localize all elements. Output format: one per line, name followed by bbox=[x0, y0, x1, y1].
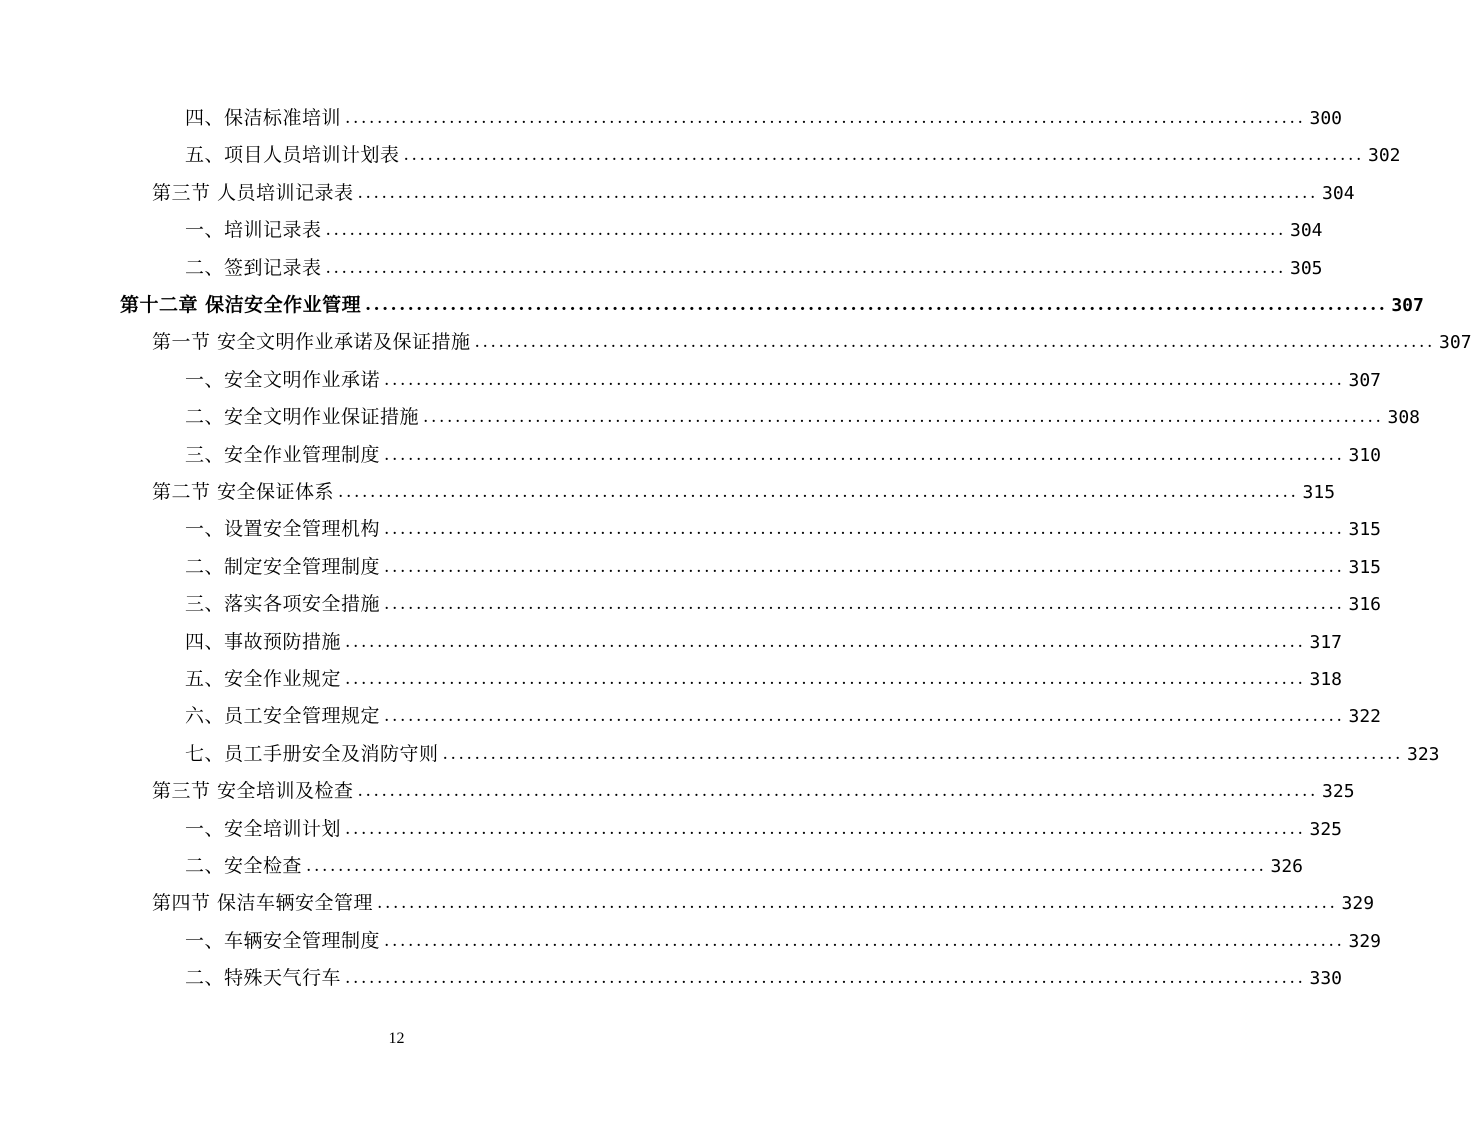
toc-entry-label: 二、安全文明作业保证措施 bbox=[185, 406, 420, 429]
toc-entry-page: 315 bbox=[1302, 482, 1336, 503]
toc-entry-page: 322 bbox=[1348, 706, 1381, 728]
toc-entry-label: 四、保洁标准培训 bbox=[185, 107, 342, 129]
toc-entry-label: 一、安全培训计划 bbox=[185, 817, 342, 840]
toc-leader-dots: ........................................................................................................................ bbox=[384, 930, 1345, 951]
toc-leader-dots: ........................................................................................................................ bbox=[338, 482, 1299, 502]
toc-entry-item[interactable] bbox=[185, 511, 1381, 548]
page-number: 12 bbox=[388, 1030, 405, 1047]
toc-entry-label: 第一节 安全文明作业承诺及保证措施 bbox=[152, 331, 471, 354]
toc-leader-dots: ........................................................................................................................ bbox=[384, 519, 1345, 540]
toc-entry-item[interactable] bbox=[185, 698, 1381, 735]
toc-entry-page: 304 bbox=[1322, 182, 1355, 204]
toc-entry-label: 二、安全检查 bbox=[185, 855, 303, 877]
toc-entry-label: 第四节 保洁车辆安全管理 bbox=[152, 892, 374, 915]
toc-leader-dots: ........................................................................................................................ bbox=[306, 856, 1267, 876]
toc-entry-item[interactable] bbox=[185, 848, 1303, 885]
toc-entry-page: 300 bbox=[1309, 108, 1342, 129]
toc-entry-page: 317 bbox=[1309, 631, 1342, 653]
toc-entry-label: 二、签到记录表 bbox=[185, 256, 322, 279]
toc-entry-label: 五、安全作业规定 bbox=[185, 668, 342, 690]
toc-entry-label: 四、事故预防措施 bbox=[185, 630, 342, 653]
toc-entry-label: 一、车辆安全管理制度 bbox=[185, 929, 381, 952]
toc-leader-dots: ........................................................................................................................ bbox=[345, 631, 1306, 652]
toc-entry-page: 302 bbox=[1367, 145, 1401, 167]
table-of-contents bbox=[0, 100, 1472, 1000]
toc-entry-item[interactable] bbox=[185, 811, 1342, 848]
toc-leader-dots: ........................................................................................................................ bbox=[357, 182, 1319, 203]
toc-entry-label: 一、安全文明作业承诺 bbox=[185, 368, 381, 391]
toc-leader-dots: ........................................................................................................................ bbox=[345, 108, 1306, 128]
toc-entry-item[interactable] bbox=[185, 212, 1323, 249]
toc-entry-page: 304 bbox=[1289, 220, 1323, 242]
toc-entry-section[interactable] bbox=[152, 885, 1375, 922]
toc-entry-page: 310 bbox=[1348, 444, 1381, 466]
toc-entry-item[interactable] bbox=[185, 137, 1401, 174]
toc-entry-label: 一、设置安全管理机构 bbox=[185, 518, 381, 541]
toc-entry-item[interactable] bbox=[185, 960, 1342, 997]
toc-entry-page: 307 bbox=[1439, 332, 1472, 354]
toc-entry-page: 305 bbox=[1289, 257, 1323, 279]
toc-leader-dots: ........................................................................................................................ bbox=[384, 444, 1345, 465]
toc-entry-item[interactable] bbox=[185, 549, 1381, 586]
toc-entry-label: 三、落实各项安全措施 bbox=[185, 593, 381, 616]
toc-leader-dots: ........................................................................................................................ bbox=[345, 818, 1306, 839]
toc-entry-label: 五、项目人员培训计划表 bbox=[185, 144, 400, 167]
toc-leader-dots: ........................................................................................................................ bbox=[345, 968, 1306, 989]
toc-entry-page: 308 bbox=[1387, 407, 1420, 429]
toc-entry-item[interactable] bbox=[185, 100, 1342, 137]
toc-leader-dots: ........................................................................................................................ bbox=[384, 556, 1345, 577]
toc-entry-item[interactable] bbox=[185, 661, 1342, 698]
toc-entry-section[interactable] bbox=[152, 324, 1472, 361]
toc-entry-page: 325 bbox=[1309, 818, 1342, 840]
toc-leader-dots: ........................................................................................................................ bbox=[345, 669, 1306, 689]
toc-entry-item[interactable] bbox=[185, 586, 1381, 623]
toc-entry-chapter[interactable] bbox=[120, 287, 1424, 324]
toc-entry-item[interactable] bbox=[185, 362, 1381, 399]
toc-entry-item[interactable] bbox=[185, 399, 1420, 436]
toc-leader-dots: ........................................................................................................................ bbox=[384, 594, 1345, 615]
toc-entry-section[interactable] bbox=[152, 773, 1355, 810]
toc-entry-label: 二、制定安全管理制度 bbox=[185, 555, 381, 578]
toc-entry-label: 一、培训记录表 bbox=[185, 219, 322, 242]
toc-entry-page: 315 bbox=[1348, 556, 1381, 578]
toc-entry-page: 330 bbox=[1309, 968, 1342, 990]
toc-entry-label: 第三节 人员培训记录表 bbox=[152, 181, 354, 204]
toc-leader-dots: ........................................................................................................................ bbox=[325, 220, 1286, 241]
toc-entry-section[interactable] bbox=[152, 474, 1336, 511]
toc-entry-item[interactable] bbox=[185, 923, 1381, 960]
toc-entry-page: 316 bbox=[1348, 594, 1381, 616]
toc-entry-label: 第二节 安全保证体系 bbox=[152, 481, 335, 503]
toc-entry-page: 307 bbox=[1348, 369, 1381, 391]
toc-entry-page: 323 bbox=[1406, 743, 1440, 765]
toc-entry-label: 三、安全作业管理制度 bbox=[185, 443, 381, 466]
toc-leader-dots: ........................................................................................................................ bbox=[442, 743, 1403, 764]
toc-leader-dots: ........................................................................................................................ bbox=[365, 295, 1388, 315]
toc-entry-label: 二、特殊天气行车 bbox=[185, 967, 342, 990]
toc-entry-label: 七、员工手册安全及消防守则 bbox=[185, 742, 439, 765]
toc-leader-dots: ........................................................................................................................ bbox=[377, 893, 1338, 914]
toc-entry-label: 第十二章 保洁安全作业管理 bbox=[120, 294, 362, 316]
toc-entry-page: 329 bbox=[1341, 893, 1375, 915]
toc-entry-item[interactable] bbox=[185, 250, 1323, 287]
toc-entry-section[interactable] bbox=[152, 175, 1355, 212]
toc-leader-dots: ........................................................................................................................ bbox=[423, 407, 1384, 428]
toc-entry-page: 307 bbox=[1391, 295, 1424, 316]
toc-entry-page: 329 bbox=[1348, 930, 1381, 952]
toc-leader-dots: ........................................................................................................................ bbox=[403, 145, 1364, 166]
toc-leader-dots: ........................................................................................................................ bbox=[474, 332, 1436, 353]
toc-leader-dots: ........................................................................................................................ bbox=[325, 257, 1286, 278]
toc-entry-page: 315 bbox=[1348, 519, 1381, 541]
toc-entry-page: 318 bbox=[1309, 669, 1342, 690]
toc-leader-dots: ........................................................................................................................ bbox=[384, 706, 1345, 727]
toc-entry-label: 六、员工安全管理规定 bbox=[185, 705, 381, 728]
toc-entry-item[interactable] bbox=[185, 736, 1440, 773]
toc-entry-page: 325 bbox=[1322, 781, 1355, 803]
toc-entry-item[interactable] bbox=[185, 437, 1381, 474]
toc-entry-page: 326 bbox=[1270, 856, 1303, 877]
toc-leader-dots: ........................................................................................................................ bbox=[357, 781, 1319, 802]
toc-entry-label: 第三节 安全培训及检查 bbox=[152, 780, 354, 803]
toc-leader-dots: ........................................................................................................................ bbox=[384, 369, 1345, 390]
toc-entry-item[interactable] bbox=[185, 624, 1342, 661]
